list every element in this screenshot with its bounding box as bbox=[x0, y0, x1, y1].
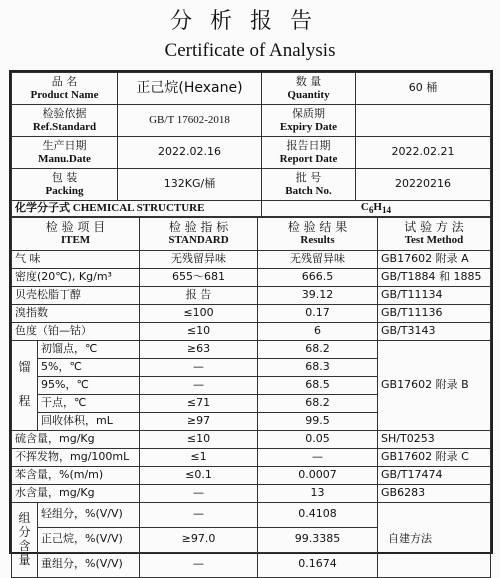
standard-cell: ≥63 bbox=[140, 340, 258, 358]
formula-c-subscript: 6 bbox=[368, 205, 374, 216]
table-row bbox=[12, 268, 491, 286]
result-cell: 无残留异味 bbox=[258, 250, 378, 268]
table-row bbox=[12, 448, 491, 466]
standard-cell: ≤10 bbox=[140, 322, 258, 340]
result-cell: — bbox=[258, 448, 378, 466]
manu-date-value: 2022.02.16 bbox=[118, 137, 262, 169]
title-chinese: 分析报告 bbox=[169, 9, 330, 34]
chemical-structure-label: 化学分子式 CHEMICAL STRUCTURE bbox=[12, 201, 262, 217]
item-cell: 色度（铂—钴） bbox=[12, 322, 140, 340]
item-cell: 贝壳松脂丁醇 bbox=[12, 286, 140, 304]
manu-date-label: 生产日期 Manu.Date bbox=[12, 137, 118, 169]
item-cell: 苯含量，%(m/m) bbox=[12, 466, 140, 484]
table-row bbox=[12, 304, 491, 322]
header-results: 检 验 结 果 Results bbox=[258, 217, 378, 250]
item-cell: 不挥发物，mg/100mL bbox=[12, 448, 140, 466]
item-cell: 水含量，mg/Kg bbox=[12, 484, 140, 502]
composition-method-cell: 自建方法 bbox=[378, 502, 491, 577]
result-cell: 99.3385 bbox=[258, 527, 378, 552]
item-cell: 轻组分，%(V/V) bbox=[38, 502, 140, 527]
method-cell: GB17602 附录 A bbox=[378, 250, 491, 268]
standard-cell: ≤1 bbox=[140, 448, 258, 466]
result-cell: 68.2 bbox=[258, 394, 378, 412]
item-cell: 5%，℃ bbox=[38, 358, 140, 376]
standard-cell: — bbox=[140, 376, 258, 394]
method-cell: GB/T17474 bbox=[378, 466, 491, 484]
result-cell: 6 bbox=[258, 322, 378, 340]
result-cell: 666.5 bbox=[258, 268, 378, 286]
expiry-value bbox=[356, 105, 491, 137]
expiry-label: 保质期 Expiry Date bbox=[262, 105, 356, 137]
result-cell: 39.12 bbox=[258, 286, 378, 304]
result-cell: 68.2 bbox=[258, 340, 378, 358]
certificate-table-frame bbox=[9, 70, 493, 571]
header-standard: 检 验 指 标 STANDARD bbox=[140, 217, 258, 250]
result-cell: 0.1674 bbox=[258, 552, 378, 577]
header-item: 检 验 项 目 ITEM bbox=[12, 217, 140, 250]
standard-cell: ≤100 bbox=[140, 304, 258, 322]
table-row bbox=[12, 322, 491, 340]
report-date-value: 2022.02.21 bbox=[356, 137, 491, 169]
distillation-method-cell: GB17602 附录 B bbox=[378, 340, 491, 430]
packing-value: 132KG/桶 bbox=[118, 169, 262, 201]
formula-h-subscript: 14 bbox=[381, 205, 392, 216]
result-cell: 0.4108 bbox=[258, 502, 378, 527]
result-cell: 0.0007 bbox=[258, 466, 378, 484]
batch-value: 20220216 bbox=[356, 169, 491, 201]
table-row bbox=[12, 502, 491, 527]
composition-group-label: 组 分 含 量 bbox=[12, 502, 38, 577]
result-cell: 0.17 bbox=[258, 304, 378, 322]
result-cell: 99.5 bbox=[258, 412, 378, 430]
chemical-formula: $C_6H_{14}$ bbox=[262, 201, 491, 217]
item-cell: 正己烷，%(V/V) bbox=[38, 527, 140, 552]
table-row bbox=[12, 250, 491, 268]
standard-cell: ≥97.0 bbox=[140, 527, 258, 552]
standard-cell: ≤0.1 bbox=[140, 466, 258, 484]
table-row bbox=[12, 286, 491, 304]
item-cell: 干点，℃ bbox=[38, 394, 140, 412]
item-cell: 密度(20℃), Kg/m³ bbox=[12, 268, 140, 286]
method-cell: GB/T11136 bbox=[378, 304, 491, 322]
result-cell: 68.5 bbox=[258, 376, 378, 394]
table-row bbox=[12, 466, 491, 484]
batch-label: 批 号 Batch No. bbox=[262, 169, 356, 201]
item-cell: 溴指数 bbox=[12, 304, 140, 322]
product-name-label: 品 名 Product Name bbox=[12, 73, 118, 105]
product-name-value: 正己烷(Hexane) bbox=[118, 73, 262, 105]
standard-cell: — bbox=[140, 484, 258, 502]
method-cell: GB/T3143 bbox=[378, 322, 491, 340]
standard-cell: — bbox=[140, 502, 258, 527]
info-table bbox=[11, 72, 491, 217]
quantity-value: 60 桶 bbox=[356, 73, 491, 105]
distillation-group-label: 馏 程 bbox=[12, 340, 38, 430]
standard-cell: 655～681 bbox=[140, 268, 258, 286]
standard-cell: ≤71 bbox=[140, 394, 258, 412]
item-cell: 重组分，%(V/V) bbox=[38, 552, 140, 577]
ref-standard-label: 检验依据 Ref.Standard bbox=[12, 105, 118, 137]
table-row bbox=[12, 340, 491, 358]
title-english: Certificate of Analysis bbox=[164, 40, 336, 61]
report-date-label: 报告日期 Report Date bbox=[262, 137, 356, 169]
results-table bbox=[11, 217, 491, 578]
standard-cell: 报 告 bbox=[140, 286, 258, 304]
ref-standard-value: GB/T 17602-2018 bbox=[118, 105, 262, 137]
packing-label: 包 装 Packing bbox=[12, 169, 118, 201]
method-cell: GB/T11134 bbox=[378, 286, 491, 304]
method-cell: GB17602 附录 C bbox=[378, 448, 491, 466]
method-cell: GB6283 bbox=[378, 484, 491, 502]
method-cell: GB/T1884 和 1885 bbox=[378, 268, 491, 286]
table-row bbox=[12, 484, 491, 502]
standard-cell: — bbox=[140, 552, 258, 577]
method-cell: SH/T0253 bbox=[378, 430, 491, 448]
standard-cell: — bbox=[140, 358, 258, 376]
item-cell: 初馏点，℃ bbox=[38, 340, 140, 358]
header-method: 试 验 方 法 Test Method bbox=[378, 217, 491, 250]
quantity-label: 数 量 Quantity bbox=[262, 73, 356, 105]
item-cell: 回收体积，mL bbox=[38, 412, 140, 430]
result-cell: 13 bbox=[258, 484, 378, 502]
result-cell: 0.05 bbox=[258, 430, 378, 448]
item-cell: 气 味 bbox=[12, 250, 140, 268]
item-cell: 95%，℃ bbox=[38, 376, 140, 394]
item-cell: 硫含量，mg/Kg bbox=[12, 430, 140, 448]
standard-cell: ≤10 bbox=[140, 430, 258, 448]
standard-cell: 无残留异味 bbox=[140, 250, 258, 268]
table-row bbox=[12, 430, 491, 448]
result-cell: 68.3 bbox=[258, 358, 378, 376]
standard-cell: ≥97 bbox=[140, 412, 258, 430]
